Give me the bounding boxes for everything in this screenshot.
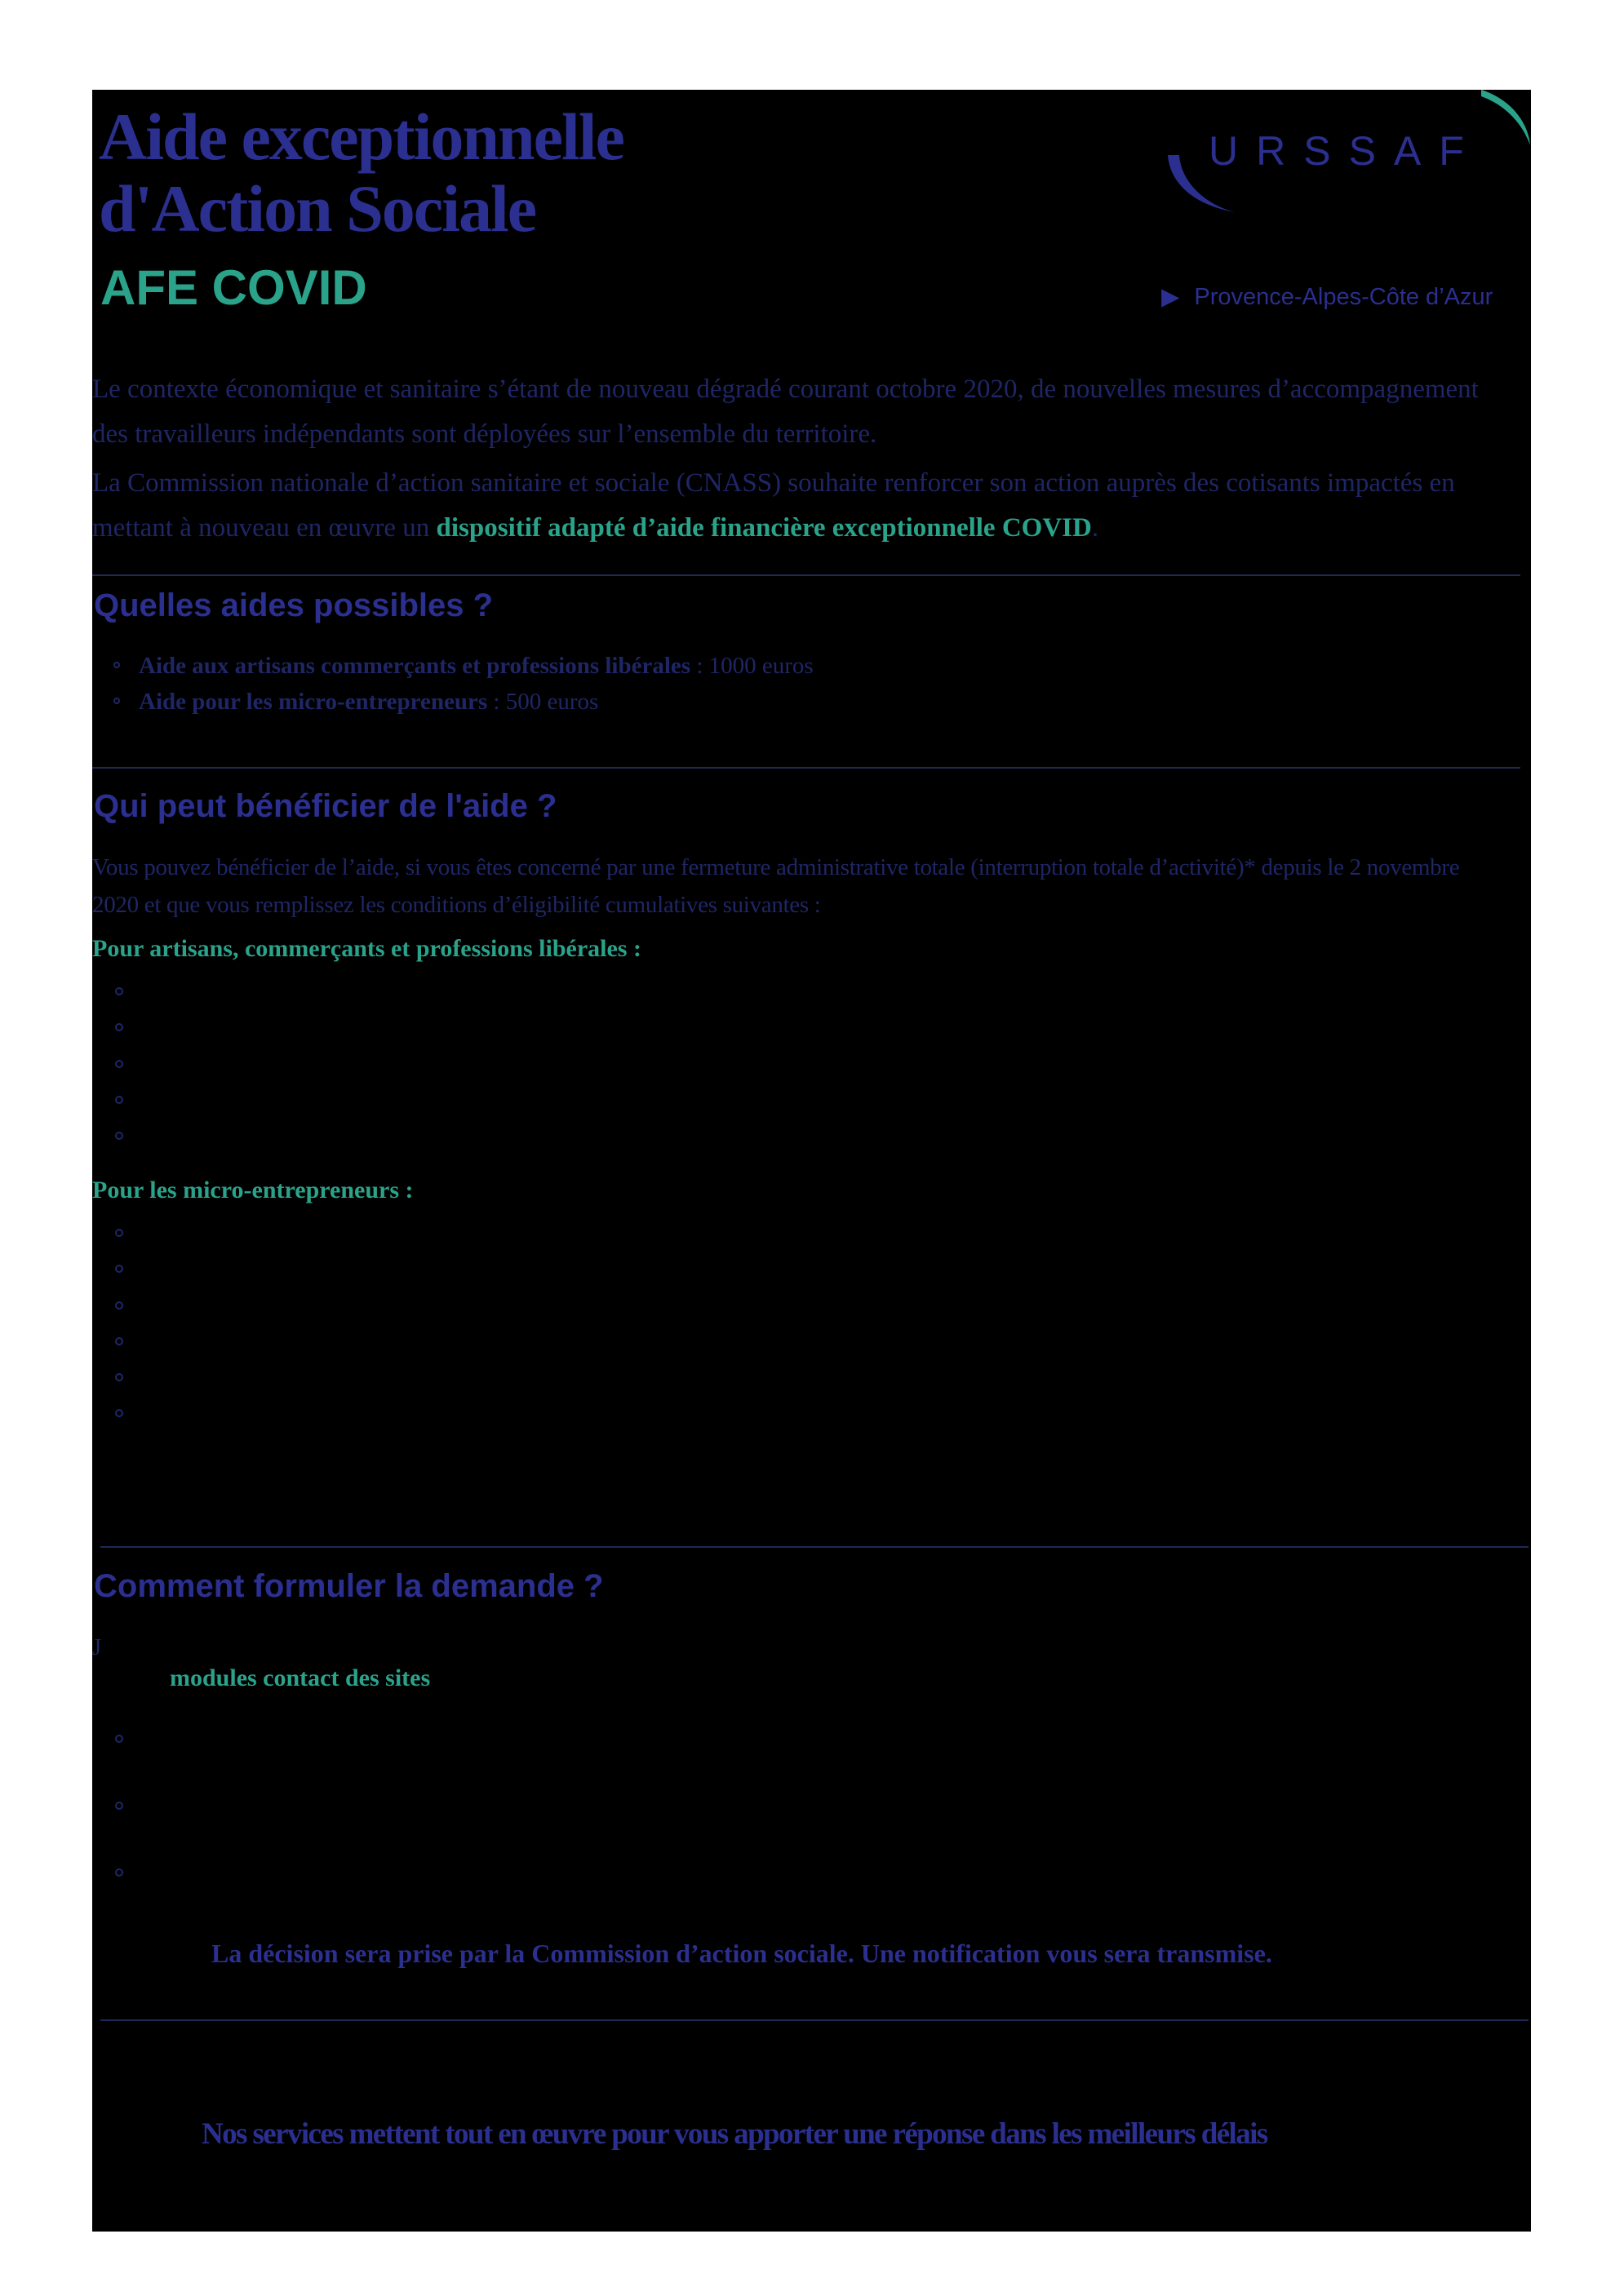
- group-heading-micro: Pour les micro-entrepreneurs :: [92, 1177, 414, 1203]
- divider: [100, 1546, 1529, 1548]
- list-item: [92, 648, 814, 684]
- aide-label: Aide pour les micro-entrepreneurs: [139, 689, 488, 715]
- empty-bullet-icon: [115, 1337, 123, 1345]
- divider: [100, 2019, 1529, 2021]
- intro-paragraph-2-end: .: [1091, 513, 1099, 543]
- document-page: [92, 90, 1531, 2232]
- empty-bullet-icon: [115, 1132, 123, 1140]
- intro-paragraph-1: Le contexte économique et sanitaire s’étant de nouveau dégradé courant octobre 2020, de nouvelles mesures d’accompagnement des travailleurs indépendants sont déployées sur l’ensemble du territoire.: [92, 375, 1479, 449]
- urssaf-logo: [1153, 90, 1531, 220]
- empty-bullet-icon: [115, 1023, 123, 1031]
- demande-initial: J: [92, 1634, 101, 1660]
- circle-bullet-icon: [113, 698, 120, 704]
- modules-contact-text: modules contact des sites: [170, 1664, 431, 1691]
- empty-bullet-icon: [115, 1802, 123, 1810]
- empty-bullet-icon: [115, 1060, 123, 1068]
- empty-bullet-icon: [115, 1301, 123, 1310]
- divider: [92, 767, 1520, 769]
- page-title-line1: Aide exceptionnelle: [99, 100, 623, 174]
- list-item: [92, 684, 814, 720]
- region-label: [1161, 282, 1493, 311]
- divider: [92, 574, 1520, 576]
- intro-paragraph-2: [92, 461, 1512, 551]
- region-name: Provence-Alpes-Côte d’Azur: [1194, 284, 1493, 310]
- empty-bullet-icon: [115, 1265, 123, 1273]
- empty-bullet-icon: [115, 987, 123, 995]
- empty-bullet-icon: [115, 1735, 123, 1743]
- page-subtitle: AFE COVID: [100, 260, 367, 315]
- aides-list: [92, 648, 814, 720]
- empty-bullet-icon: [115, 1229, 123, 1237]
- footer-message: Nos services mettent tout en œuvre pour vous apporter une réponse dans les meilleurs délais: [202, 2117, 1267, 2151]
- empty-bullet-icon: [115, 1373, 123, 1381]
- page-title-line2: d'Action Sociale: [99, 171, 536, 246]
- play-triangle-icon: ▶: [1161, 284, 1180, 310]
- aide-value: : 500 euros: [487, 689, 599, 715]
- empty-bullet-icon: [115, 1868, 123, 1877]
- section-heading-demande: Comment formuler la demande ?: [94, 1568, 604, 1604]
- intro-paragraph-2-emphasis: dispositif adapté d’aide financière exceptionnelle COVID: [436, 513, 1092, 543]
- logo-text: URSSAF: [1209, 128, 1482, 174]
- decision-statement: La décision sera prise par la Commission d’action sociale. Une notification vous sera transmise.: [211, 1939, 1272, 1968]
- empty-bullet-icon: [115, 1409, 123, 1417]
- section-heading-aides: Quelles aides possibles ?: [94, 587, 494, 623]
- intro-paragraph-2-text: La Commission nationale d’action sanitaire et sociale (CNASS) souhaite renforcer son action auprès des cotisants impactés en mettant à nouveau en œuvre un: [92, 468, 1455, 543]
- section-heading-beneficiaires: Qui peut bénéficier de l'aide ?: [94, 788, 557, 824]
- group-heading-artisans: Pour artisans, commerçants et professions libérales :: [92, 935, 641, 962]
- aide-value: : 1000 euros: [690, 653, 814, 679]
- aide-label: Aide aux artisans commerçants et professions libérales: [139, 653, 691, 679]
- empty-bullet-icon: [115, 1096, 123, 1104]
- circle-bullet-icon: [113, 662, 120, 668]
- beneficiaires-intro: Vous pouvez bénéficier de l’aide, si vous êtes concerné par une fermeture administrative totale (interruption totale d’activité)* depuis le 2 novembre 2020 et que vous remplissez les conditions d’éligibilité cumulatives suivantes :: [92, 854, 1460, 918]
